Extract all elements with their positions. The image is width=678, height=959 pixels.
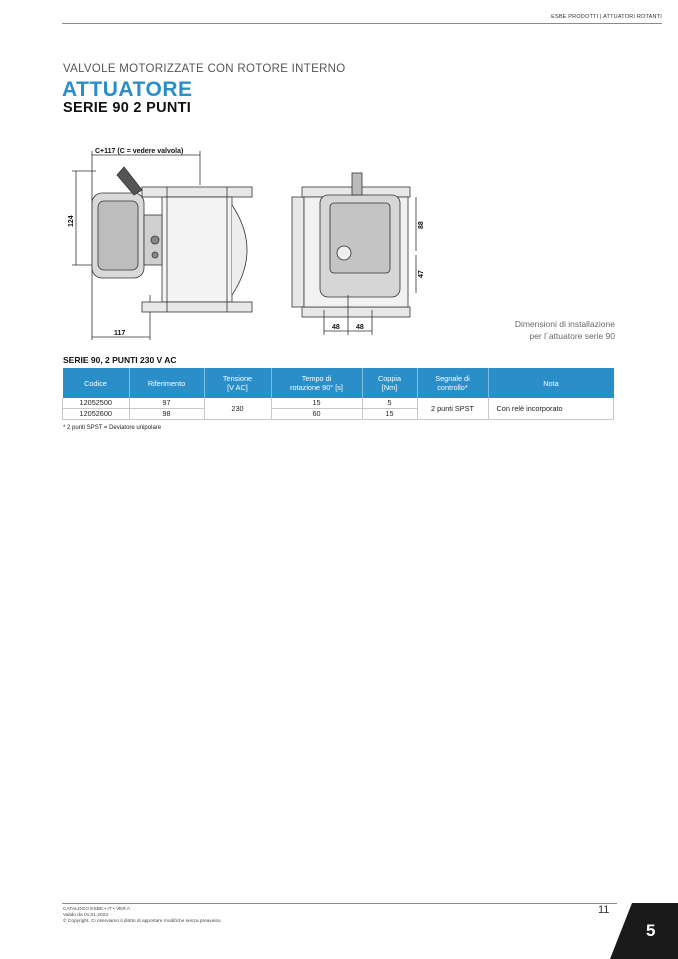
- cell-nota: Con relè incorporato: [488, 398, 614, 420]
- actuator-dimension-drawing: [62, 145, 425, 345]
- series-title: SERIE 90 2 PUNTI: [63, 100, 192, 116]
- table-title: SERIE 90, 2 PUNTI 230 V AC: [63, 355, 177, 365]
- header-segnale: Segnale di controllo*: [417, 368, 488, 398]
- cell-tempo: 60: [271, 409, 362, 420]
- cell-tensione: 230: [204, 398, 271, 420]
- cell-riferimento: 98: [129, 409, 204, 420]
- cell-coppia: 5: [362, 398, 417, 409]
- table-row: [63, 398, 614, 409]
- caption-line-1: Dimensioni di installazione: [514, 319, 615, 329]
- caption-line-2: per l´attuatore serie 90: [529, 331, 615, 341]
- chapter-number: 5: [646, 921, 656, 940]
- table-header-row: [63, 368, 614, 398]
- spec-table: [62, 368, 614, 420]
- cell-codice: 12052500: [63, 398, 130, 409]
- header-codice: Codice: [63, 368, 130, 398]
- footer-legal: [63, 907, 222, 925]
- footer-divider: [62, 903, 617, 904]
- cell-tempo: 15: [271, 398, 362, 409]
- drawing-caption: [470, 318, 615, 342]
- header-nota: Nota: [488, 368, 614, 398]
- dim-bottom-b-label: 48: [356, 324, 364, 331]
- dim-bottom-left-label: 117: [114, 330, 126, 337]
- dim-bottom-a-label: 48: [332, 324, 340, 331]
- breadcrumb: ESBE PRODOTTI | ATTUATORI ROTANTI: [551, 14, 662, 20]
- cell-riferimento: 97: [129, 398, 204, 409]
- page-title: ATTUATORE: [62, 78, 193, 101]
- header-riferimento: Riferimento: [129, 368, 204, 398]
- dim-top-label: C+117 (C = vedere valvola): [95, 148, 184, 155]
- chapter-tab: [610, 903, 678, 959]
- dim-right-top-label: 88: [418, 221, 425, 229]
- header-divider: [62, 23, 662, 24]
- footer-line-2: Valido da 01.01.2023: [63, 913, 108, 918]
- page-number: 11: [598, 904, 610, 916]
- table-footnote: * 2 punti SPST = Deviatore unipolare: [63, 425, 162, 431]
- cell-segnale: 2 punti SPST: [417, 398, 488, 420]
- footer-line-1: CATALOGO ESBE • IT • VER A: [63, 907, 131, 912]
- dim-height-label: 124: [68, 215, 75, 227]
- dim-right-bottom-label: 47: [418, 270, 425, 278]
- footer-line-3: © Copyright. Ci riserviamo il diritto di apportare modifiche senza preavviso.: [63, 919, 222, 924]
- cell-codice: 12052600: [63, 409, 130, 420]
- page-subtitle: VALVOLE MOTORIZZATE CON ROTORE INTERNO: [63, 63, 346, 75]
- cell-coppia: 15: [362, 409, 417, 420]
- header-tempo: Tempo di rotazione 90° [s]: [271, 368, 362, 398]
- header-tensione: Tensione [V AC]: [204, 368, 271, 398]
- header-coppia: Coppia [Nm]: [362, 368, 417, 398]
